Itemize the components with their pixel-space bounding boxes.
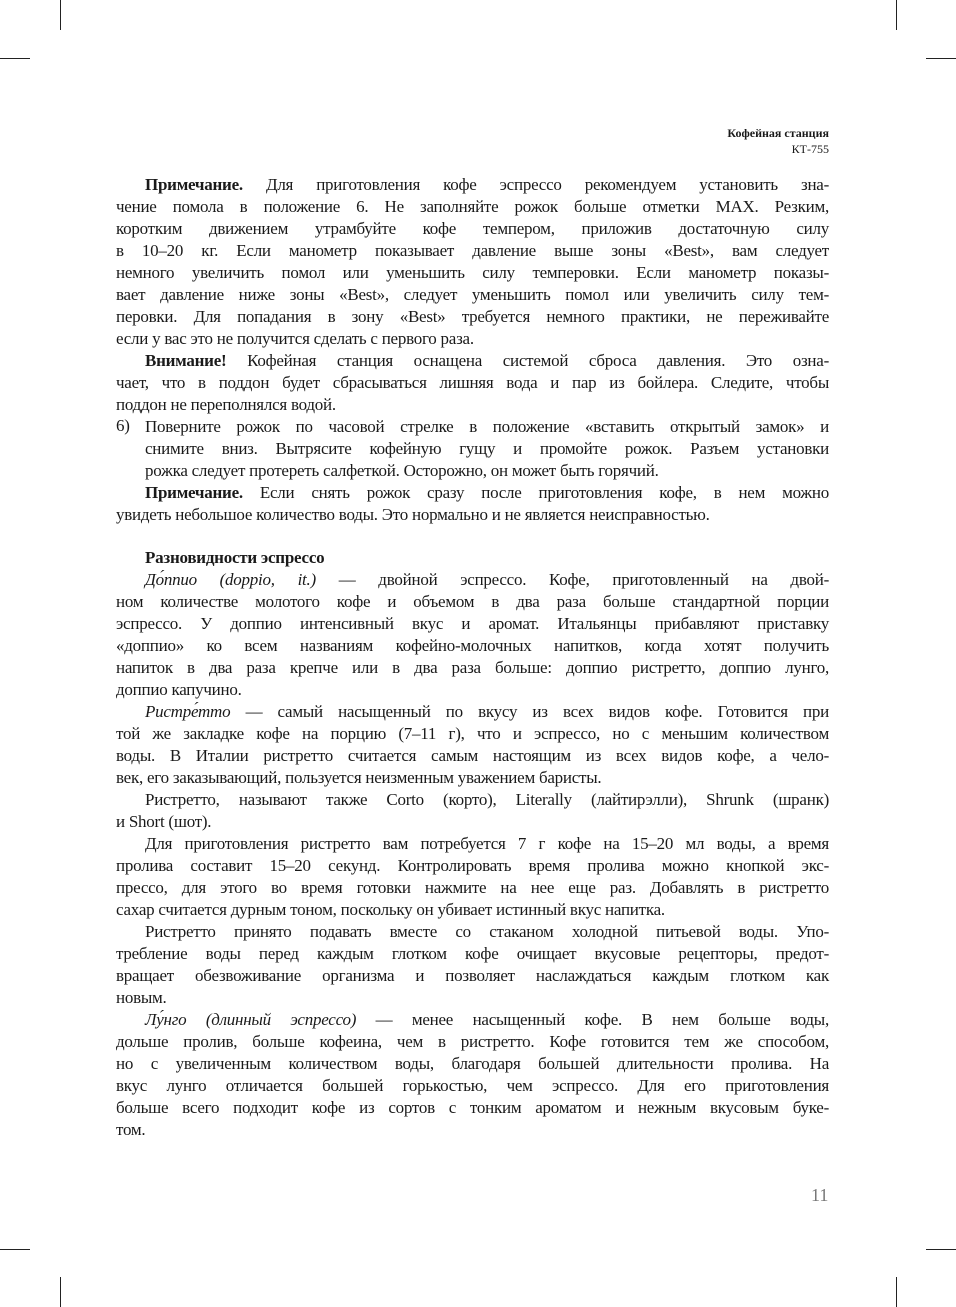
text-line: новым. <box>116 988 167 1007</box>
header-title: Кофейная станция <box>727 126 829 140</box>
text-line <box>116 1009 829 1031</box>
text-line: век, его заказывающий, пользуется неизменным уважением баристы. <box>116 768 602 787</box>
text-run: Если снять рожок сразу после приготовления кофе, в нем можно <box>242 483 829 502</box>
text-line: дольше пролив, больше кофеина, чем в ристретто. Кофе готовится тем же способом, <box>116 1032 829 1051</box>
document-body <box>116 174 829 1141</box>
text-line: в 10–20 кг. Если манометр показывает давление выше зоны «Best», вам следует <box>116 241 829 260</box>
paragraph <box>116 174 829 350</box>
crop-mark <box>926 1249 956 1250</box>
list-item <box>116 416 829 482</box>
text-line: чение помола в положение 6. Не заполняйте рожок больше отметки MAX. Резким, <box>116 197 829 216</box>
text-line: немного увеличить помол или уменьшить силу темперовки. Если манометр показы- <box>116 263 829 282</box>
paragraph <box>116 1009 829 1141</box>
italic-term: Лу́нго (длинный эспрессо) <box>145 1010 357 1029</box>
italic-term: До́ппио (doppio, it.) <box>145 570 316 589</box>
text-line: Поверните рожок по часовой стрелке в положение «вставить открытый замок» и <box>145 417 829 436</box>
text-line: Ристретто принято подавать вместе со стаканом холодной питьевой воды. Упо- <box>145 922 829 941</box>
text-line: пролива составит 15–20 секунд. Контролировать время пролива можно кнопкой экс- <box>116 856 829 875</box>
text-line: увидеть небольшое количество воды. Это нормально и не является неисправностью. <box>116 505 710 524</box>
text-line: перовки. Для попадания в зону «Best» требуется немного практики, не переживайте <box>116 307 829 326</box>
text-line: эспрессо. У доппио интенсивный вкус и аромат. Итальянцы прибавляют приставку <box>116 614 829 633</box>
text-run: — менее насыщенный кофе. В нем больше воды, <box>356 1010 829 1029</box>
text-line: той же закладке кофе на порцию (7–11 г), что и эспрессо, но с меньшим количеством <box>116 724 829 743</box>
text-line: Для приготовления ристретто вам потребуется 7 г кофе на 15–20 мл воды, а время <box>145 834 829 853</box>
crop-mark <box>0 1249 30 1250</box>
paragraph <box>116 569 829 701</box>
list-number: 6) <box>116 416 130 435</box>
text-line <box>116 174 829 196</box>
text-line: сахар считается дурным тоном, поскольку он убивает истинный вкус напитка. <box>116 900 665 919</box>
text-line: вращает обезвоживание организма и позволяет наслаждаться каждым глотком как <box>116 966 829 985</box>
text-line: «доппио» ко всем названиям кофейно-молочных напитков, когда хотят получить <box>116 636 829 655</box>
text-line <box>116 350 829 372</box>
paragraph <box>116 482 829 526</box>
text-line: рожка следует протереть салфеткой. Осторожно, он может быть горячий. <box>145 461 659 480</box>
text-line: чает, что в поддон будет сбрасываться лишняя вода и пар из бойлера. Следите, чтобы <box>116 373 829 392</box>
bold-lead: Примечание. <box>145 175 243 194</box>
text-line: доппио капучино. <box>116 680 242 699</box>
text-line: напиток в два раза крепче или в два раза больше: доппио ристретто, доппио лунго, <box>116 658 829 677</box>
text-line: если у вас это не получится сделать с первого раза. <box>116 329 474 348</box>
text-line <box>116 701 829 723</box>
page-number: 11 <box>811 1185 829 1205</box>
text-line: вкус лунго отличается большей горькостью, чем эспрессо. Для его приготовления <box>116 1076 829 1095</box>
text-line: Ристретто, называют также Corto (корто), Literally (лайтирэлли), Shrunk (шранк) <box>145 790 829 809</box>
crop-mark <box>0 58 30 59</box>
text-line: требление воды перед каждым глотком кофе очищает вкусовые рецепторы, предот- <box>116 944 829 963</box>
text-line: ном количестве молотого кофе и объемом в два раза больше стандартной порции <box>116 592 829 611</box>
paragraph <box>116 921 829 1009</box>
text-line: вает давление ниже зоны «Best», следует уменьшить помол или увеличить силу тем- <box>116 285 829 304</box>
text-run: Для приготовления кофе эспрессо рекомендуем установить зна- <box>242 175 829 194</box>
crop-mark <box>896 0 897 30</box>
paragraph <box>116 701 829 789</box>
text-line: поддон не переполнялся водой. <box>116 395 336 414</box>
paragraph <box>116 789 829 833</box>
text-line: снимите вниз. Вытрясите кофейную гущу и промойте рожок. Разъем установки <box>145 439 829 458</box>
bold-lead: Внимание! <box>145 351 227 370</box>
text-line: том. <box>116 1120 146 1139</box>
text-line: прессо, для этого во время готовки нажмите на нее еще раз. Добавлять в ристретто <box>116 878 829 897</box>
crop-mark <box>60 0 61 30</box>
text-line: но с увеличенным количеством воды, благодаря большей длительности пролива. На <box>116 1054 829 1073</box>
header-model: КТ-755 <box>791 142 829 156</box>
crop-mark <box>926 58 956 59</box>
text-run: — самый насыщенный по вкусу из всех видов кофе. Готовится при <box>230 702 829 721</box>
crop-mark <box>60 1277 61 1307</box>
text-run: — двойной эспрессо. Кофе, приготовленный на двой- <box>315 570 830 589</box>
running-header <box>727 125 829 157</box>
italic-term: Ристре́тто <box>145 702 231 721</box>
paragraph <box>116 350 829 416</box>
text-line: коротким движением утрамбуйте кофе темпером, приложив достаточную силу <box>116 219 829 238</box>
crop-mark <box>896 1277 897 1307</box>
paragraph <box>116 833 829 921</box>
bold-lead: Примечание. <box>145 483 243 502</box>
text-line <box>116 569 829 591</box>
text-line: больше всего подходит кофе из сортов с тонким ароматом и нежным вкусовым буке- <box>116 1098 829 1117</box>
text-line: и Short (шот). <box>116 812 212 831</box>
text-line: воды. В Италии ристретто считается самым настоящим из всех видов кофе, а чело- <box>116 746 829 765</box>
text-run: Кофейная станция оснащена системой сброса давления. Это озна- <box>226 351 829 370</box>
section-heading: Разновидности эспрессо <box>145 548 325 567</box>
text-line <box>116 482 829 504</box>
